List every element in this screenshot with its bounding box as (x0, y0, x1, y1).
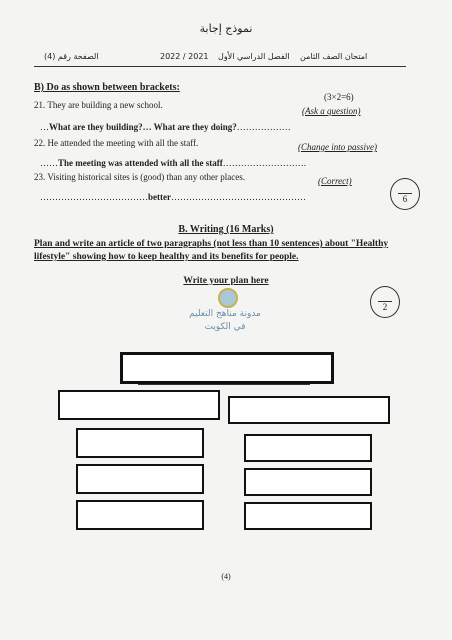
kuwait-logo-icon (218, 288, 238, 308)
plan-left-box-2[interactable] (76, 464, 204, 494)
term-label: الفصل الدراسي الأول (218, 52, 290, 61)
q22-text: 22. He attended the meeting with all the staff. (34, 138, 199, 148)
q23-text: 23. Visiting historical sites is (good) than any other places. (34, 172, 246, 182)
plan-right-box-1[interactable] (244, 434, 372, 462)
q21-answer: …What are they building?… What are they doing?……………… (40, 122, 291, 132)
page-number-label: الصفحة رقم (4) (44, 52, 99, 61)
q22-instruction: (Change into passive) (298, 142, 377, 152)
answer-model-title: نموذج إجابة (199, 22, 253, 35)
plan-right-heading-box[interactable] (228, 396, 390, 424)
q23-instruction: (Correct) (318, 176, 352, 186)
plan-right-box-3[interactable] (244, 502, 372, 530)
section-b-score-circle: 6 (390, 178, 420, 210)
plan-left-box-3[interactable] (76, 500, 204, 530)
connector-line (138, 384, 310, 385)
plan-label: Write your plan here (183, 276, 269, 286)
year-label: 2022 / 2021 (160, 52, 209, 61)
plan-left-heading-box[interactable] (58, 390, 220, 420)
writing-prompt: Plan and write an article of two paragraphs (not less than 10 sentences) about "Healthy lifestyle" showing how to keep healthy and its benefits for people. (34, 239, 389, 262)
exam-label: امتحان الصف الثامن (300, 52, 368, 61)
q22-answer: ……The meeting was attended with all the staff………………………. (40, 158, 306, 168)
header-divider (34, 66, 406, 67)
plan-right-box-2[interactable] (244, 468, 372, 496)
plan-main-box[interactable] (120, 352, 334, 384)
section-b-marks: (3×2=6) (324, 92, 354, 102)
q23-answer: ………………………………better……………………………………… (40, 192, 306, 202)
writing-score-circle: 2 (370, 286, 400, 318)
q21-instruction: (Ask a question) (302, 106, 361, 116)
q21-text: 21. They are building a new school. (34, 100, 163, 110)
section-b-heading: B) Do as shown between brackets: (34, 82, 180, 93)
watermark-logo: مدونة مناهج التعليم في الكويت (170, 302, 280, 342)
writing-heading: B. Writing (16 Marks) (178, 224, 274, 235)
page-footer-number: (4) (221, 572, 231, 581)
plan-left-box-1[interactable] (76, 428, 204, 458)
